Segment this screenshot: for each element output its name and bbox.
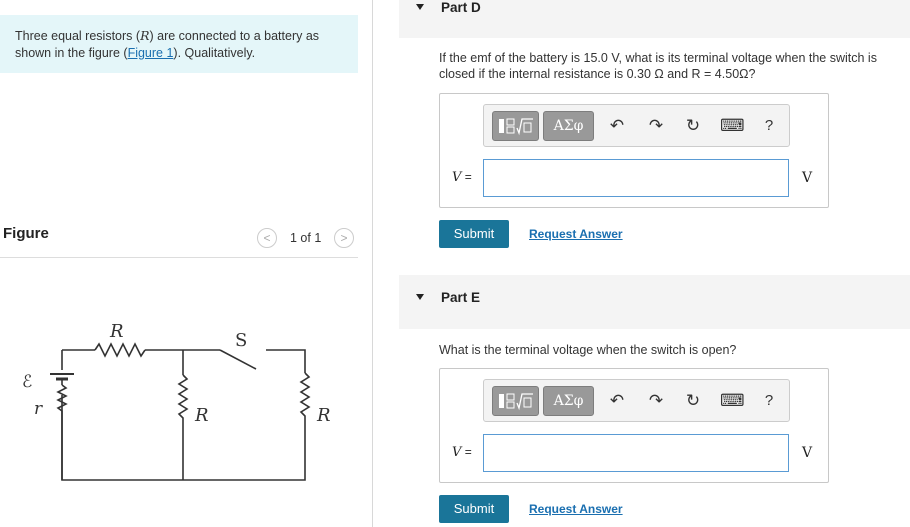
figure-link[interactable]: Figure 1 <box>127 46 174 60</box>
figure-pager-count: 1 of 1 <box>290 231 322 245</box>
part-d-collapse-caret-icon[interactable] <box>416 4 424 10</box>
help-icon[interactable]: ? <box>764 117 774 134</box>
label-switch-S: S <box>235 330 248 351</box>
part-d-question: If the emf of the battery is 15.0 V, what is its terminal voltage when the switch is closed if the internal resistance is 0.30 Ω and R = 4.50Ω? <box>439 51 877 81</box>
part-e-unit: V <box>802 445 813 461</box>
part-e-variable-label <box>452 445 472 460</box>
problem-statement <box>15 27 350 62</box>
right-resistor <box>301 373 309 449</box>
switch-blade <box>220 350 256 369</box>
wire-top-right <box>266 350 305 373</box>
help-icon[interactable]: ? <box>764 392 774 409</box>
label-R-top: R <box>110 321 124 342</box>
equals-sign: = <box>461 170 472 184</box>
templates-button[interactable] <box>492 111 539 141</box>
reset-icon[interactable]: ↻ <box>685 391 701 410</box>
templates-icon <box>493 112 538 140</box>
top-resistor <box>95 344 145 356</box>
undo-icon[interactable]: ↶ <box>609 391 625 410</box>
part-e-title: Part E <box>441 290 481 305</box>
problem-text-part: Three equal resistors ( <box>15 29 141 43</box>
part-d-request-answer-link[interactable]: Request Answer <box>529 227 623 241</box>
redo-icon[interactable]: ↷ <box>648 391 664 410</box>
keyboard-icon[interactable]: ⌨ <box>720 391 745 410</box>
keyboard-icon[interactable]: ⌨ <box>720 116 745 135</box>
label-R-middle: R <box>195 405 209 426</box>
figure-divider <box>0 257 358 258</box>
part-d-answer-input[interactable] <box>483 159 789 197</box>
problem-text-part: ) are connected to a battery as shown in the figure ( <box>15 29 320 60</box>
figure-heading: Figure <box>3 225 49 242</box>
part-e-math-toolbar <box>483 379 790 422</box>
variable-V: V <box>452 170 462 185</box>
part-d-variable-label <box>452 170 472 185</box>
part-d-submit-button[interactable]: Submit <box>439 220 509 248</box>
part-e-submit-button[interactable]: Submit <box>439 495 509 523</box>
greek-symbols-button[interactable]: ΑΣφ <box>543 386 594 416</box>
undo-icon[interactable]: ↶ <box>609 116 625 135</box>
redo-icon[interactable]: ↷ <box>648 116 664 135</box>
variable-V: V <box>452 445 462 460</box>
column-divider <box>372 0 373 527</box>
equals-sign: = <box>461 445 472 459</box>
label-r-internal: r <box>34 399 43 419</box>
next-figure-button[interactable]: > <box>334 228 354 248</box>
part-d-title: Part D <box>441 0 481 15</box>
label-emf: ℰ <box>22 372 33 392</box>
label-R-right: R <box>317 405 331 426</box>
templates-icon <box>493 387 538 415</box>
circuit-diagram <box>20 315 340 485</box>
part-e-collapse-caret-icon[interactable] <box>416 294 424 300</box>
reset-icon[interactable]: ↻ <box>685 116 701 135</box>
previous-figure-button[interactable]: < <box>257 228 277 248</box>
templates-button[interactable] <box>492 386 539 416</box>
part-d-unit: V <box>802 170 813 186</box>
greek-symbols-button[interactable]: ΑΣφ <box>543 111 594 141</box>
middle-resistor <box>179 375 187 480</box>
problem-text-part: ). Qualitatively. <box>173 46 256 60</box>
part-d-math-toolbar <box>483 104 790 147</box>
part-e-question: What is the terminal voltage when the switch is open? <box>439 343 737 357</box>
resistor-variable: R <box>140 28 150 43</box>
part-e-request-answer-link[interactable]: Request Answer <box>529 502 623 516</box>
part-e-answer-input[interactable] <box>483 434 789 472</box>
